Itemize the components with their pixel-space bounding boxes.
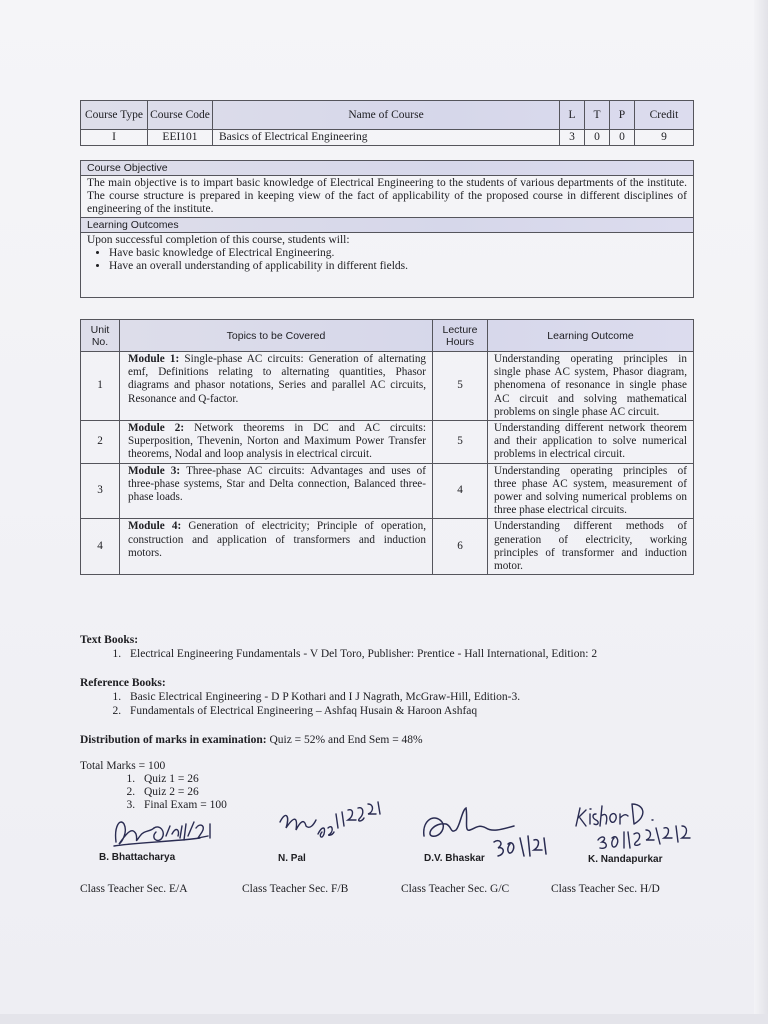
learning-outcome: Understanding different network theorem and their application to solve numerical problems in electrical circuit. xyxy=(488,421,694,464)
module-label: Module 1: xyxy=(128,353,180,365)
signatory-name: N. Pal xyxy=(278,853,306,864)
reference-books-list xyxy=(80,690,520,718)
header-course-name: Name of Course xyxy=(213,101,560,130)
list-item: 1. Electrical Engineering Fundamentals - V Del Toro, Publisher: Prentice - Hall International, Edition: 2 xyxy=(124,647,597,661)
header-outcome: Learning Outcome xyxy=(488,320,694,352)
topic-text: Network theorems in DC and AC circuits: Superposition, Thevenin, Norton and Maximum Power Transfer theorems, Nodal and loop analysis in electrical circuit. xyxy=(128,422,426,461)
cell-l: 3 xyxy=(560,130,585,146)
topics-table xyxy=(80,319,694,575)
distribution-label: Distribution of marks in examination: xyxy=(80,734,267,746)
signatory-name: D.V. Bhaskar xyxy=(424,853,485,864)
signatory-role: Class Teacher Sec. E/A xyxy=(80,883,188,895)
outcomes-body xyxy=(81,233,694,298)
list-item: 1. Quiz 1 = 26 xyxy=(138,773,227,786)
list-item: • Have basic knowledge of Electrical Engineering. xyxy=(109,247,687,260)
header-course-code: Course Code xyxy=(148,101,213,130)
distribution-text: Quiz = 52% and End Sem = 48% xyxy=(269,734,423,746)
cell-t: 0 xyxy=(585,130,610,146)
lecture-hours: 5 xyxy=(433,421,488,464)
header-hours: Lecture Hours xyxy=(433,320,488,352)
signatory-role: Class Teacher Sec. F/B xyxy=(242,883,349,895)
page-edge-shadow xyxy=(754,0,768,1024)
objective-section xyxy=(80,160,694,298)
header-p: P xyxy=(610,101,635,130)
module-label: Module 2: xyxy=(128,422,185,435)
module-label: Module 4: xyxy=(128,520,182,533)
table-row xyxy=(81,352,694,421)
header-topics: Topics to be Covered xyxy=(120,320,433,352)
header-course-type: Course Type xyxy=(81,101,148,130)
header-l: L xyxy=(560,101,585,130)
signature-b-bhattacharya xyxy=(110,812,220,854)
course-info-table xyxy=(80,100,694,146)
topic-text: Generation of electricity; Principle of operation, construction and application of transformers and induction motors. xyxy=(128,520,427,559)
table-row xyxy=(81,519,694,575)
cell-course-name: Basics of Electrical Engineering xyxy=(213,130,560,146)
signatory-role: Class Teacher Sec. H/D xyxy=(551,883,660,895)
outcomes-list xyxy=(87,247,687,273)
lecture-hours: 6 xyxy=(433,519,488,575)
page-bottom-edge xyxy=(0,1014,768,1024)
cell-course-type: I xyxy=(81,130,148,146)
signatory-name: B. Bhattacharya xyxy=(99,852,176,863)
list-item: 3. Final Exam = 100 xyxy=(138,799,227,812)
text-books-list xyxy=(80,647,597,661)
topic-text: Single-phase AC circuits: Generation of alternating emf, Definitions relating to alternating quantities, Phasor diagrams and phasor notations, Series and parallel AC circuits, Resonance and Q-factor. xyxy=(128,353,427,405)
header-t: T xyxy=(585,101,610,130)
learning-outcome: Understanding operating principles in single phase AC system, Phasor diagram, phenomena of resonance in single phase AC circuit and solving mathematical problems on single phase AC circuit. xyxy=(488,352,694,421)
objective-title: Course Objective xyxy=(81,161,694,176)
signature-n-pal xyxy=(276,800,386,852)
unit-no: 1 xyxy=(81,352,120,421)
unit-no: 2 xyxy=(81,421,120,464)
cell-p: 0 xyxy=(610,130,635,146)
module-label: Module 3: xyxy=(128,464,181,477)
cell-course-code: EEI101 xyxy=(148,130,213,146)
learning-outcome: Understanding different methods of generation of electricity, working principles of transformer and induction motor. xyxy=(488,519,694,575)
list-item: 2. Quiz 2 = 26 xyxy=(138,786,227,799)
topic-cell xyxy=(120,463,433,519)
header-unit: Unit No. xyxy=(81,320,120,352)
objective-text: The main objective is to impart basic knowledge of Electrical Engineering to the students of various departments of the institute. The course structure is prepared in keeping view of the fact of applicability of the proposed course in different disciplines of engineering of the institute. xyxy=(81,176,694,218)
list-item: • Have an overall understanding of applicability in different fields. xyxy=(109,260,687,273)
reference-books-title: Reference Books: xyxy=(80,677,166,689)
outcomes-intro: Upon successful completion of this course, students will: xyxy=(87,234,350,246)
total-marks-label: Total Marks = 100 xyxy=(80,760,166,772)
reference-books-section xyxy=(80,676,520,718)
total-marks-list xyxy=(80,773,227,812)
topic-cell xyxy=(120,352,433,421)
text-books-section xyxy=(80,633,597,661)
text-books-title: Text Books: xyxy=(80,634,139,646)
outcomes-title: Learning Outcomes xyxy=(81,218,694,233)
unit-no: 3 xyxy=(81,463,120,519)
signature-k-nandapurkar xyxy=(570,796,700,852)
unit-no: 4 xyxy=(81,519,120,575)
learning-outcome: Understanding operating principles of three phase AC system, measurement of power and solving numerical problems on three phase electrical circuits. xyxy=(488,463,694,519)
topic-text: Three-phase AC circuits: Advantages and uses of three-phase systems, Star and Delta connection, Balanced three-phase loads. xyxy=(128,464,426,504)
topic-cell xyxy=(120,519,433,575)
marks-distribution xyxy=(80,733,423,747)
header-credit: Credit xyxy=(635,101,694,130)
total-marks-section xyxy=(80,760,227,812)
cell-credit: 9 xyxy=(635,130,694,146)
lecture-hours: 4 xyxy=(433,463,488,519)
list-item: 2. Fundamentals of Electrical Engineering – Ashfaq Husain & Haroon Ashfaq xyxy=(124,704,520,718)
signatory-role: Class Teacher Sec. G/C xyxy=(401,883,510,895)
table-row xyxy=(81,463,694,519)
signatory-name: K. Nandapurkar xyxy=(588,854,663,865)
topic-cell xyxy=(120,421,433,464)
list-item: 1. Basic Electrical Engineering - D P Kothari and I J Nagrath, McGraw-Hill, Edition-3. xyxy=(124,690,520,704)
table-row xyxy=(81,421,694,464)
lecture-hours: 5 xyxy=(433,352,488,421)
